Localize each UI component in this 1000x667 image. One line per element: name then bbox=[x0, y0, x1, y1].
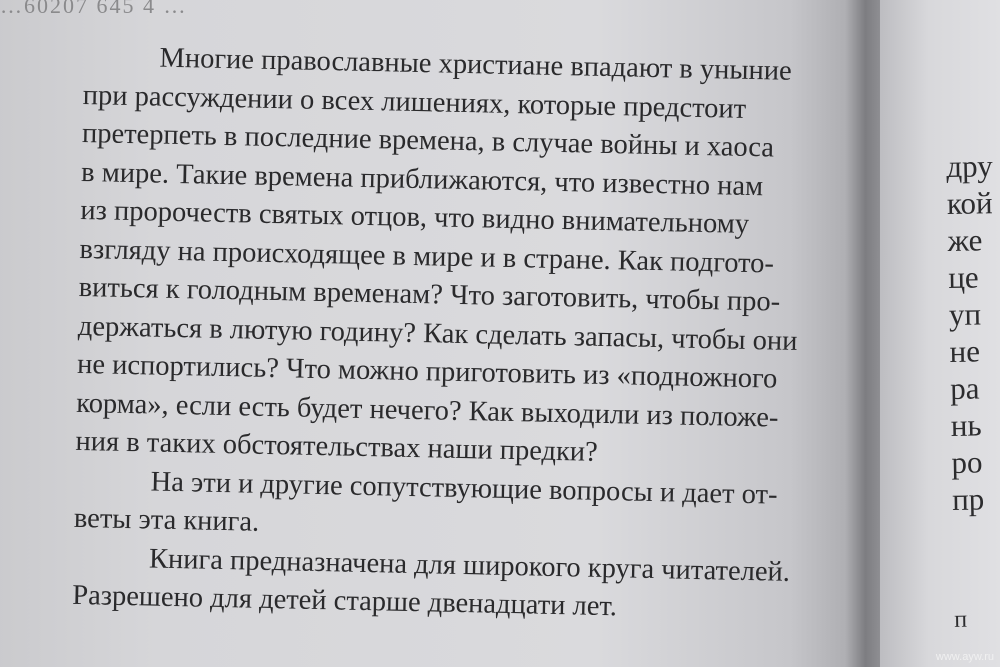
text-fragment: же bbox=[947, 222, 983, 258]
text-fragment: не bbox=[949, 333, 981, 369]
text-line: веты эта книга. bbox=[73, 502, 260, 538]
text-line: На эти и другие сопутствующие вопросы и дает от- bbox=[150, 465, 778, 511]
text-line: Разрешено для детей старше двенадцати лет. bbox=[71, 579, 618, 623]
text-fragment: ро bbox=[951, 444, 983, 480]
text-line: при рассуждении о всех лишениях, которые предстоит bbox=[82, 79, 747, 125]
text-line: корма», если есть будет нечего? Как выходили из положе- bbox=[76, 387, 779, 434]
text-line: взгляду на происходящее в мире и в стране. Как подгото- bbox=[79, 233, 775, 279]
text-fragment: уп bbox=[948, 296, 982, 332]
text-line: виться к голодным временам? Что заготовить, чтобы про- bbox=[78, 271, 781, 318]
page-body-text bbox=[72, 38, 844, 631]
text-line: Многие православные христиане впадают в уныние bbox=[159, 42, 793, 87]
text-line: не испортились? Что можно приготовить из «подножного bbox=[76, 348, 778, 395]
text-line: претерпеть в последние времена, в случае войны и хаоса bbox=[81, 117, 775, 164]
text-fragment: нь bbox=[950, 407, 982, 443]
text-line: ния в таких обстоятельствах наши предки? bbox=[75, 425, 599, 468]
text-fragment: ра bbox=[949, 370, 980, 406]
text-line: из пророчеств святых отцов, что видно внимательному bbox=[80, 194, 750, 240]
paragraph-audience bbox=[72, 538, 833, 631]
text-fragment: пр bbox=[951, 481, 985, 517]
text-line: Книга предназначена для широкого круга читателей. bbox=[148, 542, 791, 588]
text-line: в мире. Такие времена приближаются, что известно нам bbox=[80, 156, 764, 202]
text-fragment: це bbox=[947, 259, 979, 295]
cut-off-header-text: …60207 645 4 … bbox=[0, 0, 188, 18]
right-page-text-fragments bbox=[946, 147, 1000, 639]
watermark: www.ayw.ru bbox=[935, 651, 994, 663]
text-line: держаться в лютую годину? Как сделать запасы, чтобы они bbox=[77, 310, 798, 357]
text-fragment: кой bbox=[946, 185, 993, 221]
text-fragment: п bbox=[954, 606, 968, 633]
paragraph-intro bbox=[75, 38, 844, 477]
text-fragment: дру bbox=[946, 148, 993, 184]
